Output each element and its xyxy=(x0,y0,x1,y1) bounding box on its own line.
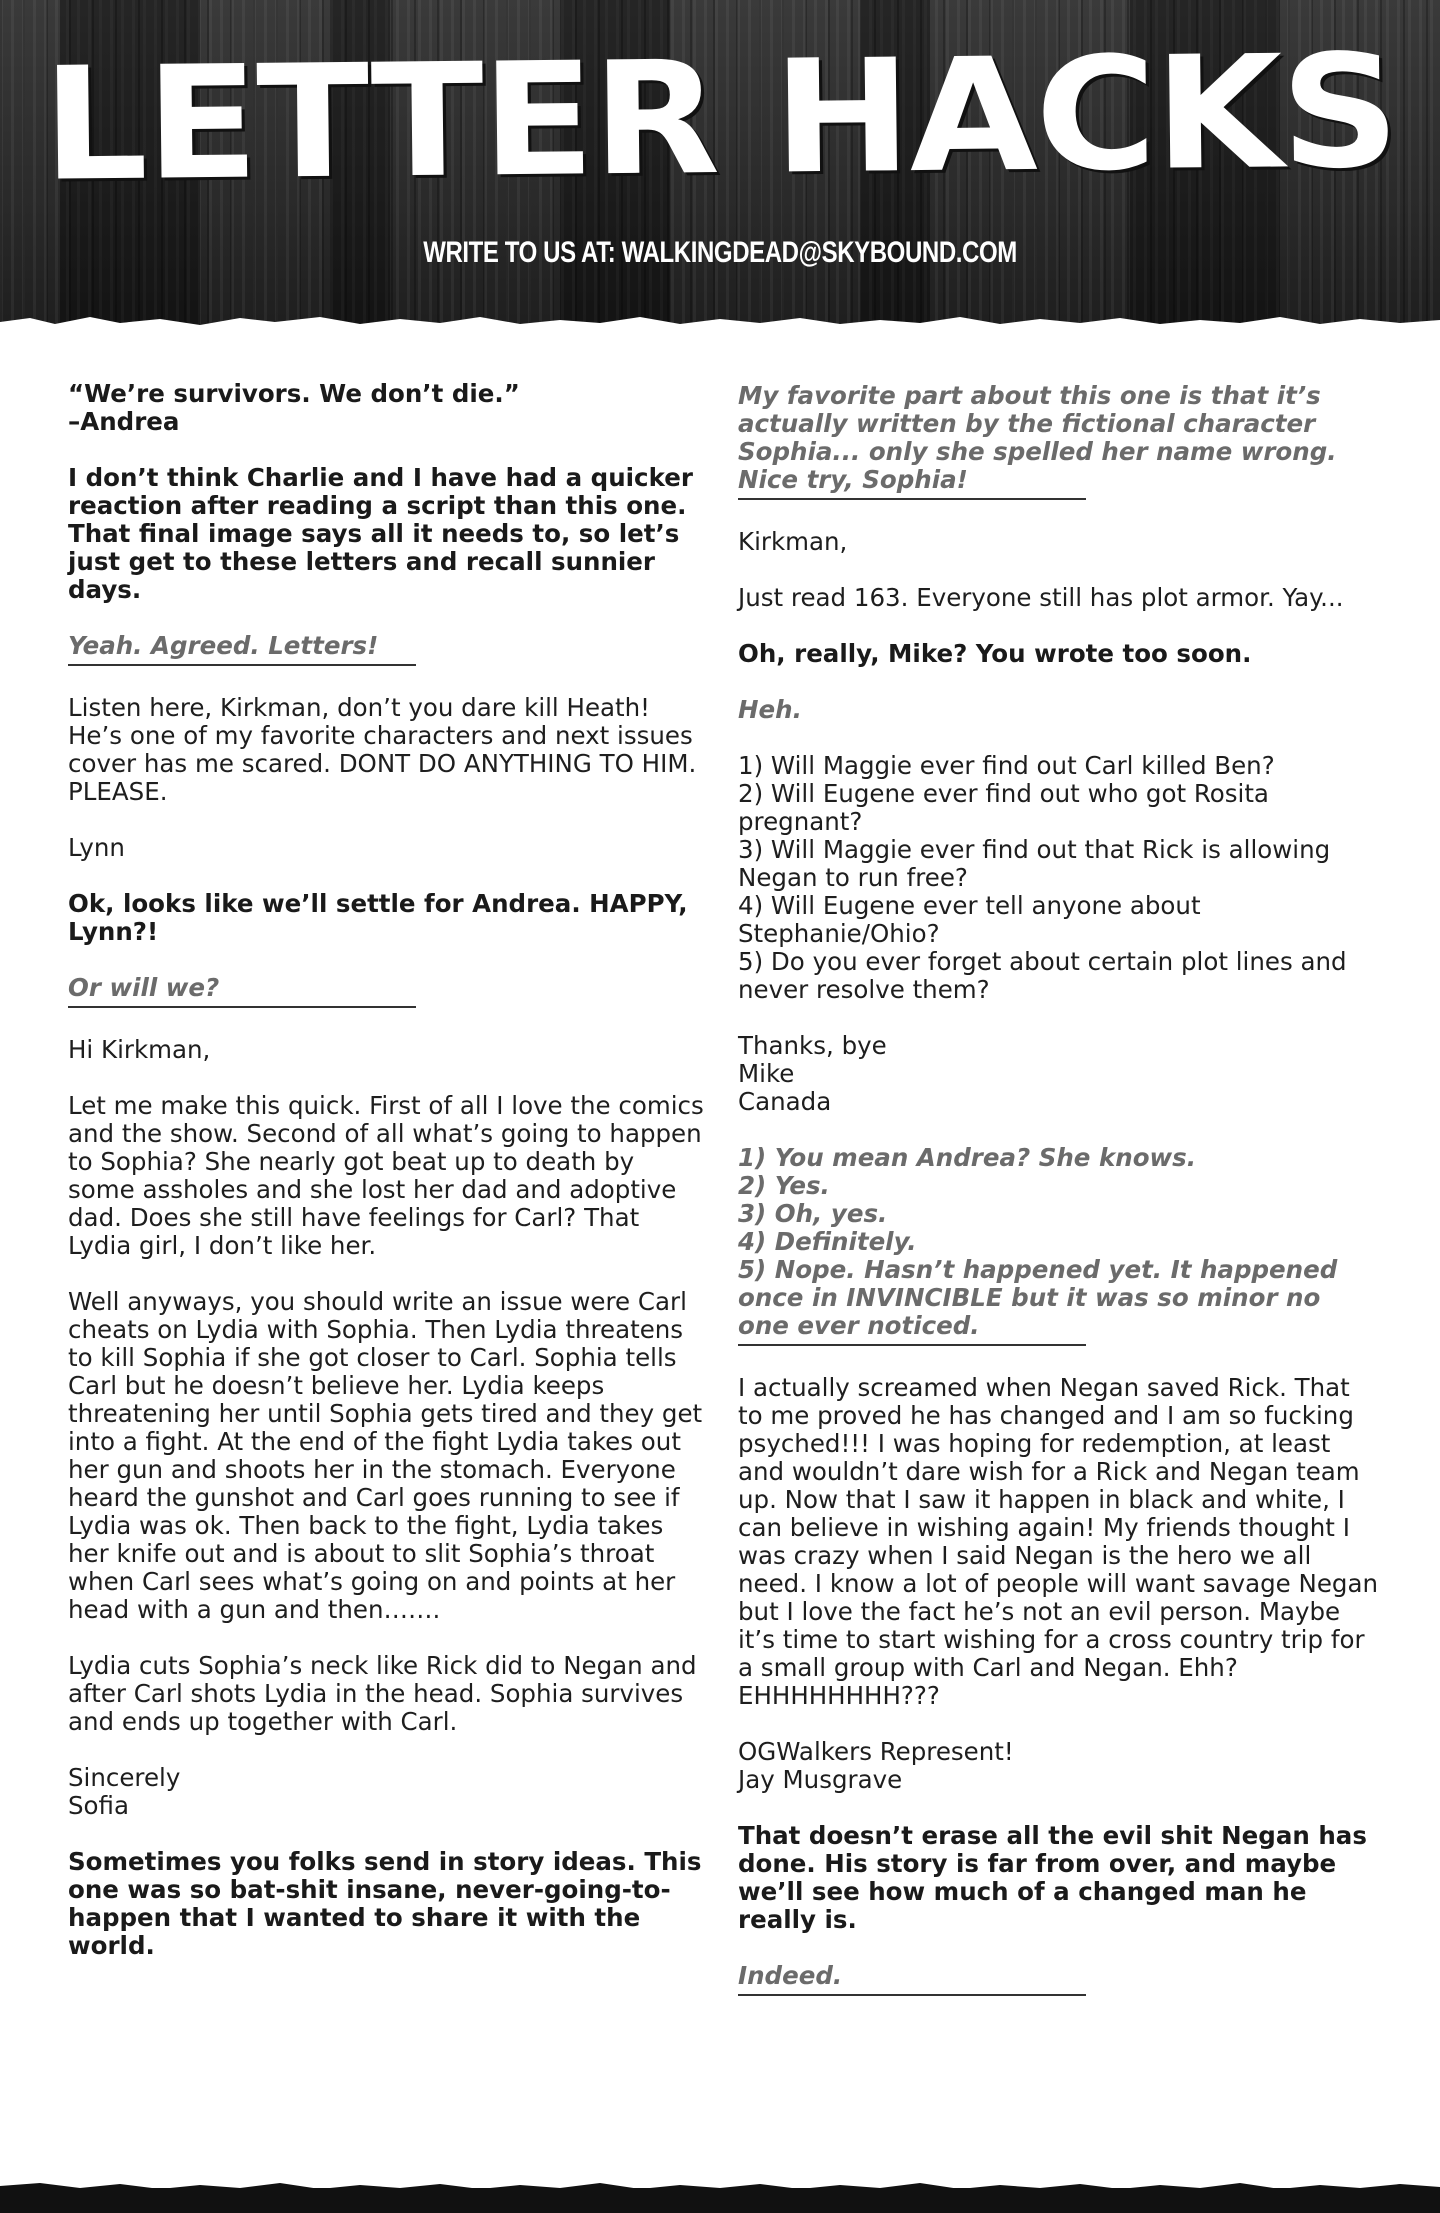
answer-item: 3) Oh, yes. xyxy=(738,1199,888,1228)
letter-body: I actually screamed when Negan saved Rick. That to me proved he has changed and I am so fucking psyched!!! I was hoping for redemption, at least and wouldn’t dare wish for a Rick and Negan team up. Now that I saw it happen in black and white, I can believe in wishing again! My friends thought I was crazy when I said Negan is the hero we all need. I know a lot of people will want savage Negan but I love the fact he’s not an evil person. Maybe it’s time to start wishing for a cross country trip for a small group with Carl and Negan. Ehh? EHHHHHHHH??? xyxy=(738,1373,1378,1710)
torn-edge xyxy=(0,2180,1440,2192)
answer-item: 2) Yes. xyxy=(738,1171,830,1200)
letter-signature: Jay Musgrave xyxy=(738,1765,903,1794)
letter-body: Lydia cuts Sophia’s neck like Rick did to Negan and after Carl shots Lydia in the head. Sophia survives and ends up together with Carl. xyxy=(68,1651,697,1736)
answer-list xyxy=(738,1144,1378,1340)
answer-item: 5) Nope. Hasn’t happened yet. It happened once in INVINCIBLE but it was so minor no one ever noticed. xyxy=(738,1255,1338,1340)
quote-author: –Andrea xyxy=(68,407,180,436)
editor-reply: Yeah. Agreed. Letters! xyxy=(68,631,379,660)
letter-body: Listen here, Kirkman, don’t you dare kill Heath! He’s one of my favorite characters and next issues cover has me scared. DONT DO ANYTHING TO HIM. PLEASE. xyxy=(68,693,697,806)
sign-line: Mike xyxy=(738,1059,795,1088)
page-title: LETTER HACKS xyxy=(41,20,1399,216)
separator xyxy=(738,498,1086,500)
editor-reply: Sometimes you folks send in story ideas. This one was so bat-shit insane, never-going-to-happen that I wanted to share it with the world. xyxy=(68,1847,702,1960)
letter-body: Just read 163. Everyone still has plot armor. Yay... xyxy=(738,583,1344,612)
letter-signature: Sofia xyxy=(68,1791,129,1820)
email-address[interactable]: WALKINGDEAD@SKYBOUND.COM xyxy=(621,236,1017,269)
page-footer xyxy=(0,2188,1440,2213)
answer-item: 4) Definitely. xyxy=(738,1227,917,1256)
torn-edge xyxy=(0,308,1440,330)
letter-greeting: Hi Kirkman, xyxy=(68,1035,211,1064)
right-column xyxy=(738,382,1378,2024)
letter-signature xyxy=(738,1032,1378,1116)
email-line xyxy=(144,236,1296,270)
editor-reply: Or will we? xyxy=(68,973,220,1002)
letter-body: Well anyways, you should write an issue were Carl cheats on Lydia with Sophia. Then Lydia threatens to kill Sophia if she got closer to Carl. Sophia tells Carl but he doesn’t believe her. Lydia keeps threatening her until Sophia gets tired and they get into a fight. At the end of the fight Lydia takes out her gun and shoots her in the stomach. Everyone heard the gunshot and Carl goes running to see if Lydia was ok. Then back to the fight, Lydia takes her knife out and is about to slit Sophia’s throat when Carl sees what’s going on and points at her head with a gun and then……. xyxy=(68,1287,703,1624)
separator xyxy=(68,1006,416,1008)
email-prefix: WRITE TO US AT: xyxy=(423,236,616,269)
editor-reply: Ok, looks like we’ll settle for Andrea. HAPPY, Lynn?! xyxy=(68,889,688,946)
question-list xyxy=(738,752,1378,1004)
editor-reply: Oh, really, Mike? You wrote too soon. xyxy=(738,639,1252,668)
sign-line: Canada xyxy=(738,1087,832,1116)
opening-quote: “We’re survivors. We don’t die.” xyxy=(68,379,520,408)
letter-greeting: Kirkman, xyxy=(738,527,848,556)
letter-signature: OGWalkers Represent! xyxy=(738,1737,1014,1766)
editor-reply: Indeed. xyxy=(738,1961,843,1990)
question-item: 4) Will Eugene ever tell anyone about Stephanie/Ohio? xyxy=(738,891,1201,948)
editor-reply: That doesn’t erase all the evil shit Negan has done. His story is far from over, and maybe we’ll see how much of a changed man he really is. xyxy=(738,1821,1367,1934)
question-item: 1) Will Maggie ever find out Carl killed Ben? xyxy=(738,751,1275,780)
answer-item: 1) You mean Andrea? She knows. xyxy=(738,1143,1197,1172)
separator xyxy=(68,664,416,666)
letter-body: Let me make this quick. First of all I love the comics and the show. Second of all what’s going to happen to Sophia? She nearly got beat up to death by some assholes and she lost her dad and adoptive dad. Does she still have feelings for Carl? That Lydia girl, I don’t like her. xyxy=(68,1091,704,1260)
separator xyxy=(738,1994,1086,1996)
editor-reply: Heh. xyxy=(738,695,802,724)
editor-reply: My favorite part about this one is that it’s actually written by the fictional character Sophia... only she spelled her name wrong. Nice try, Sophia! xyxy=(738,381,1337,494)
left-column xyxy=(68,380,708,1988)
question-item: 3) Will Maggie ever find out that Rick is allowing Negan to run free? xyxy=(738,835,1331,892)
editor-intro: I don’t think Charlie and I have had a quicker reaction after reading a script than this one. That final image says all it needs to, so let’s just get to these letters and recall sunnier days. xyxy=(68,463,693,604)
letter-signature: Lynn xyxy=(68,833,125,862)
separator xyxy=(738,1344,1086,1346)
letter-signature: Sincerely xyxy=(68,1763,181,1792)
sign-line: Thanks, bye xyxy=(738,1031,887,1060)
question-item: 2) Will Eugene ever find out who got Rosita pregnant? xyxy=(738,779,1269,836)
question-item: 5) Do you ever forget about certain plot lines and never resolve them? xyxy=(738,947,1347,1004)
page-header xyxy=(0,0,1440,330)
